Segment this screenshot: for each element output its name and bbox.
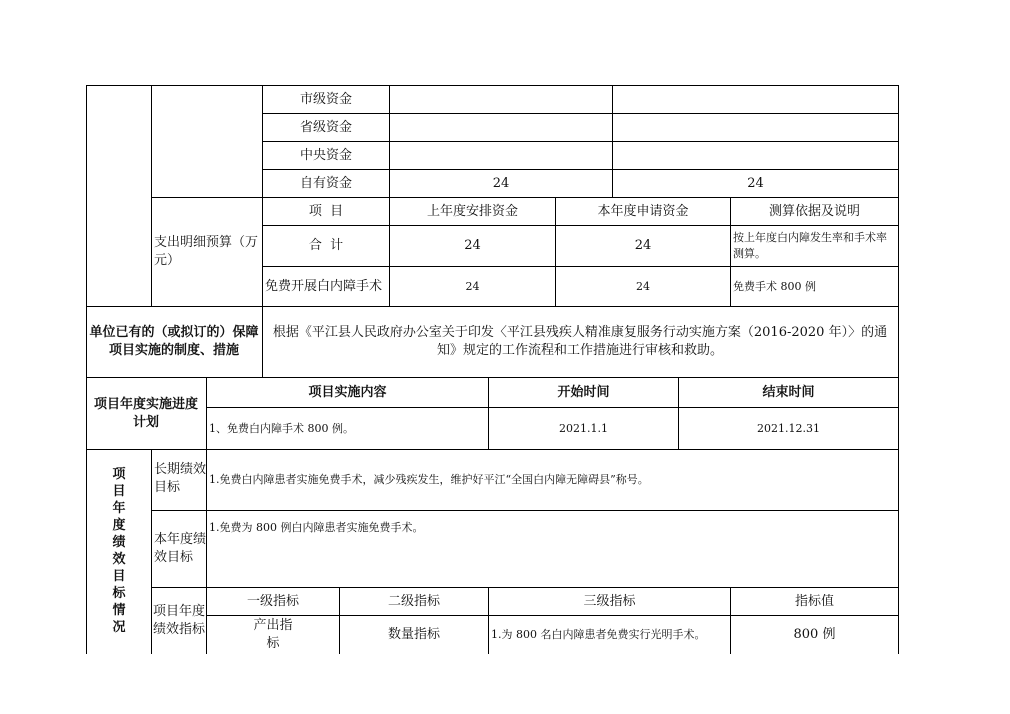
goals-section-label <box>104 466 134 636</box>
indicator-header-value: 指标值 <box>794 593 834 609</box>
indicator-level3: 1.为 800 名白内障患者免费实行光明手术。 <box>491 628 706 641</box>
expense-label: 支出明细预算（万元） <box>154 235 259 268</box>
funding-label-city: 市级资金 <box>299 91 352 107</box>
border-top <box>86 85 899 86</box>
progress-row-start: 2021.1.1 <box>559 421 608 435</box>
goals-section-label-char: 效 <box>112 552 126 567</box>
progress-header-content: 项目实施内容 <box>308 384 387 400</box>
goals-section-label-char: 标 <box>112 586 126 601</box>
progress-header-start: 开始时间 <box>557 384 610 400</box>
progress-row-end: 2021.12.31 <box>757 421 820 435</box>
goals-section-label-char: 况 <box>112 620 126 635</box>
progress-row-content: 1、免费白内障手术 800 例。 <box>209 421 354 435</box>
system-content: 根据《平江县人民政府办公室关于印发〈平江县残疾人精准康复服务行动实施方案（2016-2020 年）〉的通知》规定的工作流程和工作措施进行审核和救助。 <box>272 325 888 358</box>
indicator-value: 800 例 <box>793 627 836 642</box>
progress-header-end: 结束时间 <box>762 384 815 400</box>
expense-item-note: 免费手术 800 例 <box>733 279 816 293</box>
funding-label-central: 中央资金 <box>299 147 352 163</box>
rule <box>86 306 899 307</box>
funding-label-own: 自有资金 <box>299 175 352 191</box>
funding-label-province: 省级资金 <box>299 119 352 135</box>
expense-total-note: 按上年度白内障发生率和手术率测算。 <box>733 231 887 260</box>
goals-long-term-label: 长期绩效目标 <box>154 462 207 495</box>
expense-total-label: 合 计 <box>308 238 344 253</box>
goals-section-label-char: 情 <box>112 603 126 618</box>
indicator-header-level3: 三级指标 <box>583 593 636 609</box>
goals-section-label-char: 年 <box>112 501 126 516</box>
goals-section-label-char: 项 <box>112 467 126 482</box>
expense-total-this: 24 <box>634 238 652 253</box>
expense-item-label: 免费开展白内障手术 <box>265 278 383 294</box>
funding-own-this: 24 <box>747 175 764 191</box>
expense-item-last: 24 <box>465 279 480 293</box>
goals-section-label-char: 度 <box>112 518 126 533</box>
rule <box>151 85 152 306</box>
expense-header-last: 上年度安排资金 <box>426 203 518 219</box>
indicator-level2: 数量指标 <box>387 627 440 642</box>
funding-own-last: 24 <box>492 175 510 191</box>
goals-indicators-label: 项目年度绩效指标 <box>153 604 206 637</box>
goals-annual-label: 本年度绩效目标 <box>154 532 207 565</box>
goals-annual-content: 1.免费为 800 例白内障患者实施免费手术。 <box>209 521 424 534</box>
expense-header-this: 本年度申请资金 <box>597 203 689 219</box>
expense-header-item: 项 目 <box>308 203 344 219</box>
system-label: 单位已有的（或拟订的）保障项目实施的制度、措施 <box>89 325 259 358</box>
indicator-header-level1: 一级指标 <box>246 593 299 609</box>
goals-section-label-char: 目 <box>112 569 126 584</box>
border-right <box>898 85 899 654</box>
goals-section-label-char: 绩 <box>112 535 126 550</box>
expense-total-last: 24 <box>464 238 481 253</box>
indicator-level1: 产出指标 <box>253 618 293 651</box>
indicator-header-level2: 二级指标 <box>387 593 440 609</box>
goals-long-term-content: 1.免费白内障患者实施免费手术，减少残疾发生，维护好平江“全国白内障无障碍县”称号。 <box>209 473 649 486</box>
border-left <box>86 85 87 654</box>
goals-section-label-char: 目 <box>112 484 126 499</box>
expense-header-note: 测算依据及说明 <box>768 203 860 219</box>
expense-item-this: 24 <box>636 279 650 293</box>
progress-label: 项目年度实施进度计划 <box>93 397 198 430</box>
